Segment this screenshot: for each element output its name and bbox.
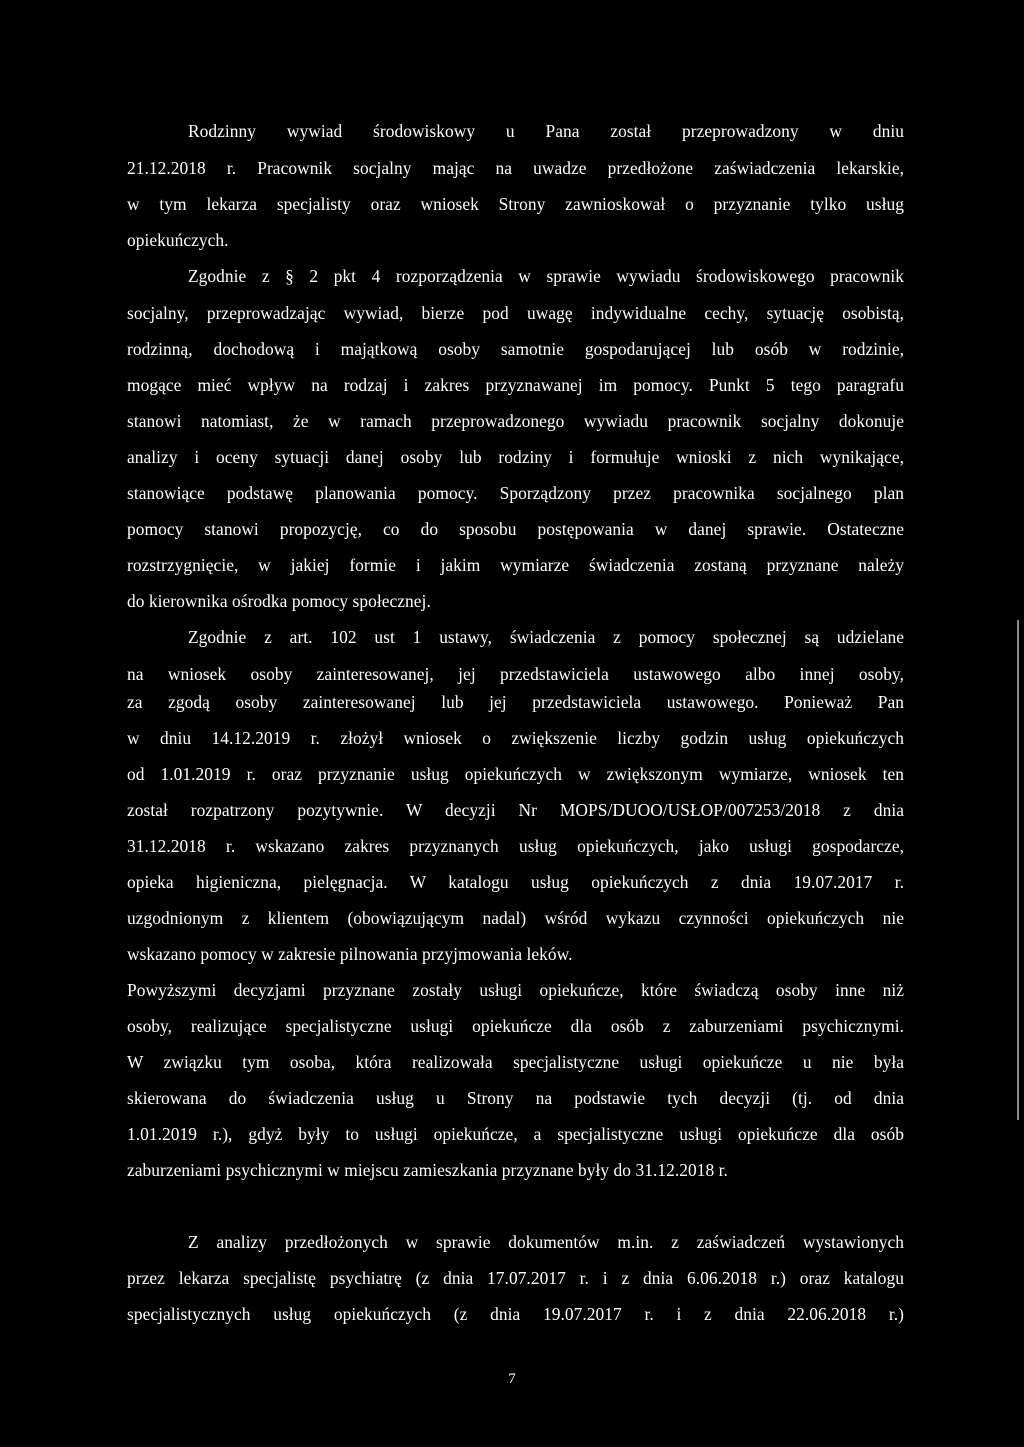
text-line: opieka higieniczna, pielęgnacja. W katalogu usług opiekuńczych z dnia 19.07.2017 r. xyxy=(127,872,904,892)
text-line: rozstrzygnięcie, w jakiej formie i jakim wymiarze świadczenia zostaną przyznane należy xyxy=(127,555,904,575)
text-line: w dniu 14.12.2019 r. złożył wniosek o zwiększenie liczby godzin usług opiekuńczych xyxy=(127,728,904,748)
text-line: pomocy stanowi propozycję, co do sposobu postępowania w danej sprawie. Ostateczne xyxy=(127,519,904,539)
text-line: 31.12.2018 r. wskazano zakres przyznanych usług opiekuńczych, jako usługi gospodarcze, xyxy=(127,836,904,856)
text-line: 21.12.2018 r. Pracownik socjalny mając na uwadze przedłożone zaświadczenia lekarskie, xyxy=(127,158,904,178)
text-line: wskazano pomocy w zakresie pilnowania przyjmowania leków. xyxy=(127,944,573,964)
text-line: stanowi natomiast, że w ramach przeprowadzonego wywiadu pracownik socjalny dokonuje xyxy=(127,411,904,431)
text-line: od 1.01.2019 r. oraz przyznanie usług opiekuńczych w zwiększonym wymiarze, wniosek ten xyxy=(127,764,904,784)
text-line: na wniosek osoby zainteresowanej, jej przedstawiciela ustawowego albo innej osoby, xyxy=(127,664,904,684)
text-line: osoby, realizujące specjalistyczne usługi opiekuńcze dla osób z zaburzeniami psychicznymi. xyxy=(127,1016,904,1036)
text-line: zaburzeniami psychicznymi w miejscu zamieszkania przyznane były do 31.12.2018 r. xyxy=(127,1160,728,1180)
text-line: Zgodnie z art. 102 ust 1 ustawy, świadczenia z pomocy społecznej są udzielane xyxy=(188,627,904,647)
page-number: 7 xyxy=(508,1371,516,1387)
text-line: Z analizy przedłożonych w sprawie dokumentów m.in. z zaświadczeń wystawionych xyxy=(188,1232,904,1252)
text-line: Rodzinny wywiad środowiskowy u Pana został przeprowadzony w dniu xyxy=(188,121,904,141)
text-line: W związku tym osoba, która realizowała specjalistyczne usługi opiekuńcze u nie była xyxy=(127,1052,904,1072)
text-line: Powyższymi decyzjami przyznane zostały usługi opiekuńcze, które świadczą osoby inne niż xyxy=(127,980,904,1000)
text-line: do kierownika ośrodka pomocy społecznej. xyxy=(127,591,431,611)
text-line: opiekuńczych. xyxy=(127,230,229,250)
text-line: stanowiące podstawę planowania pomocy. Sporządzony przez pracownika socjalnego plan xyxy=(127,483,904,503)
text-line: 1.01.2019 r.), gdyż były to usługi opiekuńcze, a specjalistyczne usługi opiekuńcze dla osób xyxy=(127,1124,904,1144)
text-line: mogące mieć wpływ na rodzaj i zakres przyznawanej im pomocy. Punkt 5 tego paragrafu xyxy=(127,375,904,395)
text-line: uzgodnionym z klientem (obowiązującym nadal) wśród wykazu czynności opiekuńczych nie xyxy=(127,908,904,928)
text-line: rodzinną, dochodową i majątkową osoby samotnie gospodarującej lub osób w rodzinie, xyxy=(127,339,904,359)
text-line: socjalny, przeprowadzając wywiad, bierze pod uwagę indywidualne cechy, sytuację osobistą, xyxy=(127,303,904,323)
text-line: w tym lekarza specjalisty oraz wniosek Strony zawnioskował o przyznanie tylko usług xyxy=(127,194,904,214)
text-line: specjalistycznych usług opiekuńczych (z dnia 19.07.2017 r. i z dnia 22.06.2018 r.) xyxy=(127,1304,904,1324)
text-line: Zgodnie z § 2 pkt 4 rozporządzenia w sprawie wywiadu środowiskowego pracownik xyxy=(188,266,904,286)
text-line: został rozpatrzony pozytywnie. W decyzji Nr MOPS/DUOO/USŁOP/007253/2018 z dnia xyxy=(127,800,904,820)
text-line: analizy i oceny sytuacji danej osoby lub rodziny i formułuje wnioski z nich wynikające, xyxy=(127,447,904,467)
text-line: przez lekarza specjalistę psychiatrę (z dnia 17.07.2017 r. i z dnia 6.06.2018 r.) oraz katalogu xyxy=(127,1268,904,1288)
page-edge-divider xyxy=(1017,620,1019,1120)
text-line: skierowana do świadczenia usług u Strony na podstawie tych decyzji (tj. od dnia xyxy=(127,1088,904,1108)
text-line: za zgodą osoby zainteresowanej lub jej przedstawiciela ustawowego. Ponieważ Pan xyxy=(127,692,904,712)
